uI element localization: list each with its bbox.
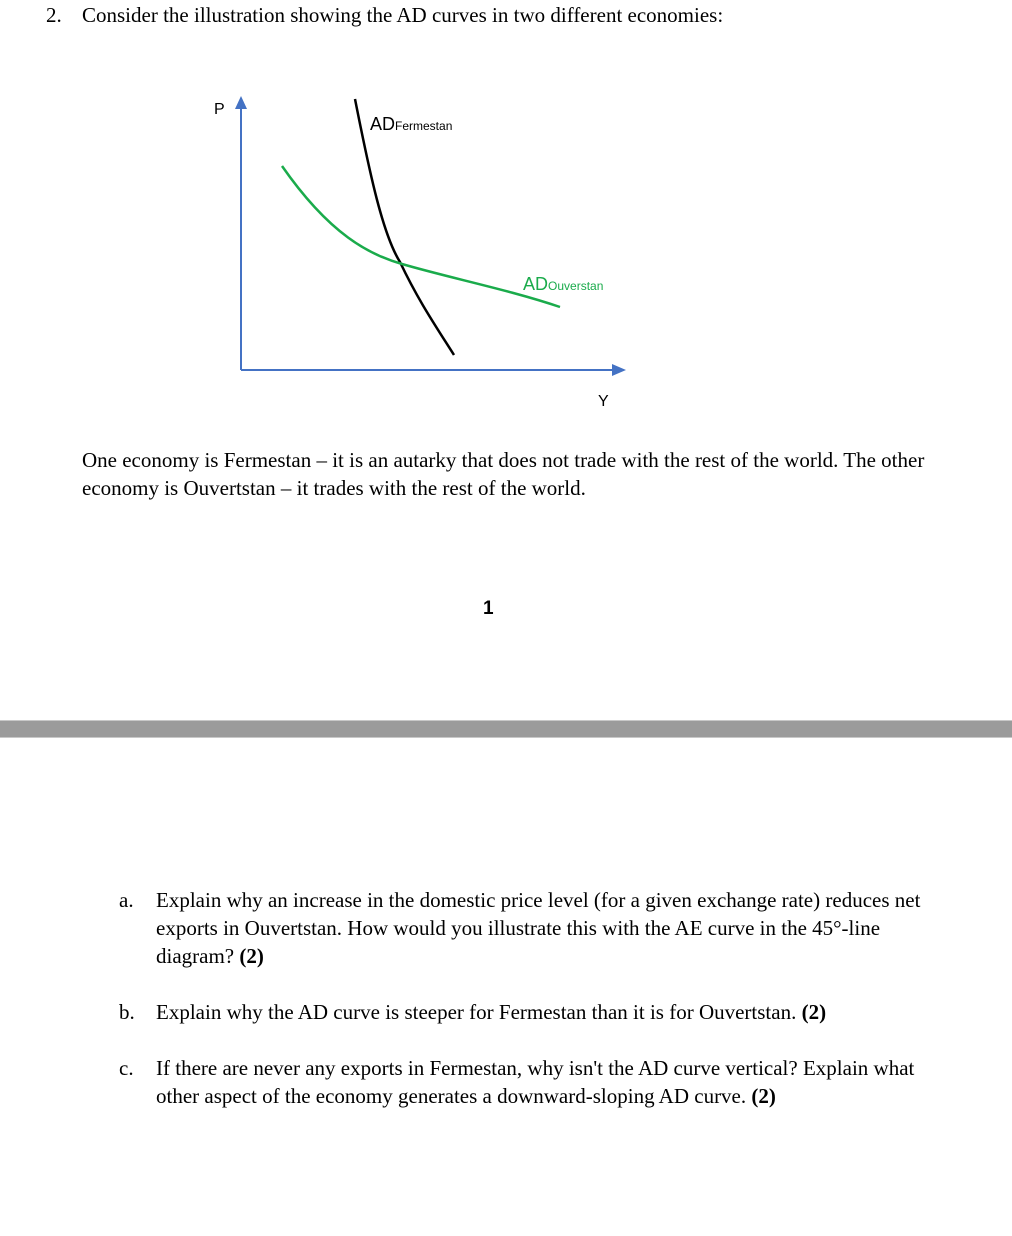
ad-fermestan-curve: [355, 99, 454, 355]
ad-fermestan-label: ADFermestan: [370, 114, 453, 134]
x-axis-label: Y: [598, 393, 609, 410]
part-label: b.: [119, 1000, 135, 1024]
part-marks: (2): [239, 944, 264, 968]
ad-ouverstan-curve: [282, 166, 560, 307]
question-text: Consider the illustration showing the AD curves in two different economies:: [82, 3, 724, 27]
part-question: Explain why an increase in the domestic price level (for a given exchange rate) reduces net exports in Ouvertstan. How would you illustrate this with the AE curve in the 45°-line diagram?: [156, 888, 921, 968]
page-number: 1: [483, 598, 494, 619]
part-marks: (2): [751, 1084, 776, 1108]
part-text: [156, 1054, 956, 1110]
part-marks: (2): [801, 1000, 827, 1024]
intro-paragraph: One economy is Fermestan – it is an autarky that does not trade with the rest of the world. The other economy is Ouvertstan – it trades with the rest of the world.: [82, 448, 925, 500]
part-label: c.: [119, 1056, 134, 1080]
part-question: Explain why the AD curve is steeper for Fermestan than it is for Ouvertstan.: [156, 1000, 797, 1024]
question-number: 2.: [46, 3, 62, 27]
part-text: [156, 998, 956, 1026]
y-axis-arrow-icon: [235, 96, 247, 109]
part-question: If there are never any exports in Fermestan, why isn't the AD curve vertical? Explain what other aspect of the economy generates a downward-sloping AD curve.: [156, 1056, 915, 1108]
part-label: a.: [119, 888, 134, 912]
ad-ouverstan-label: ADOuverstan: [523, 274, 604, 294]
part-text: [156, 886, 956, 970]
page-break-divider: [0, 720, 1012, 738]
ad-curves-diagram: [0, 0, 1012, 420]
x-axis-arrow-icon: [612, 364, 626, 376]
y-axis-label: P: [214, 101, 225, 118]
